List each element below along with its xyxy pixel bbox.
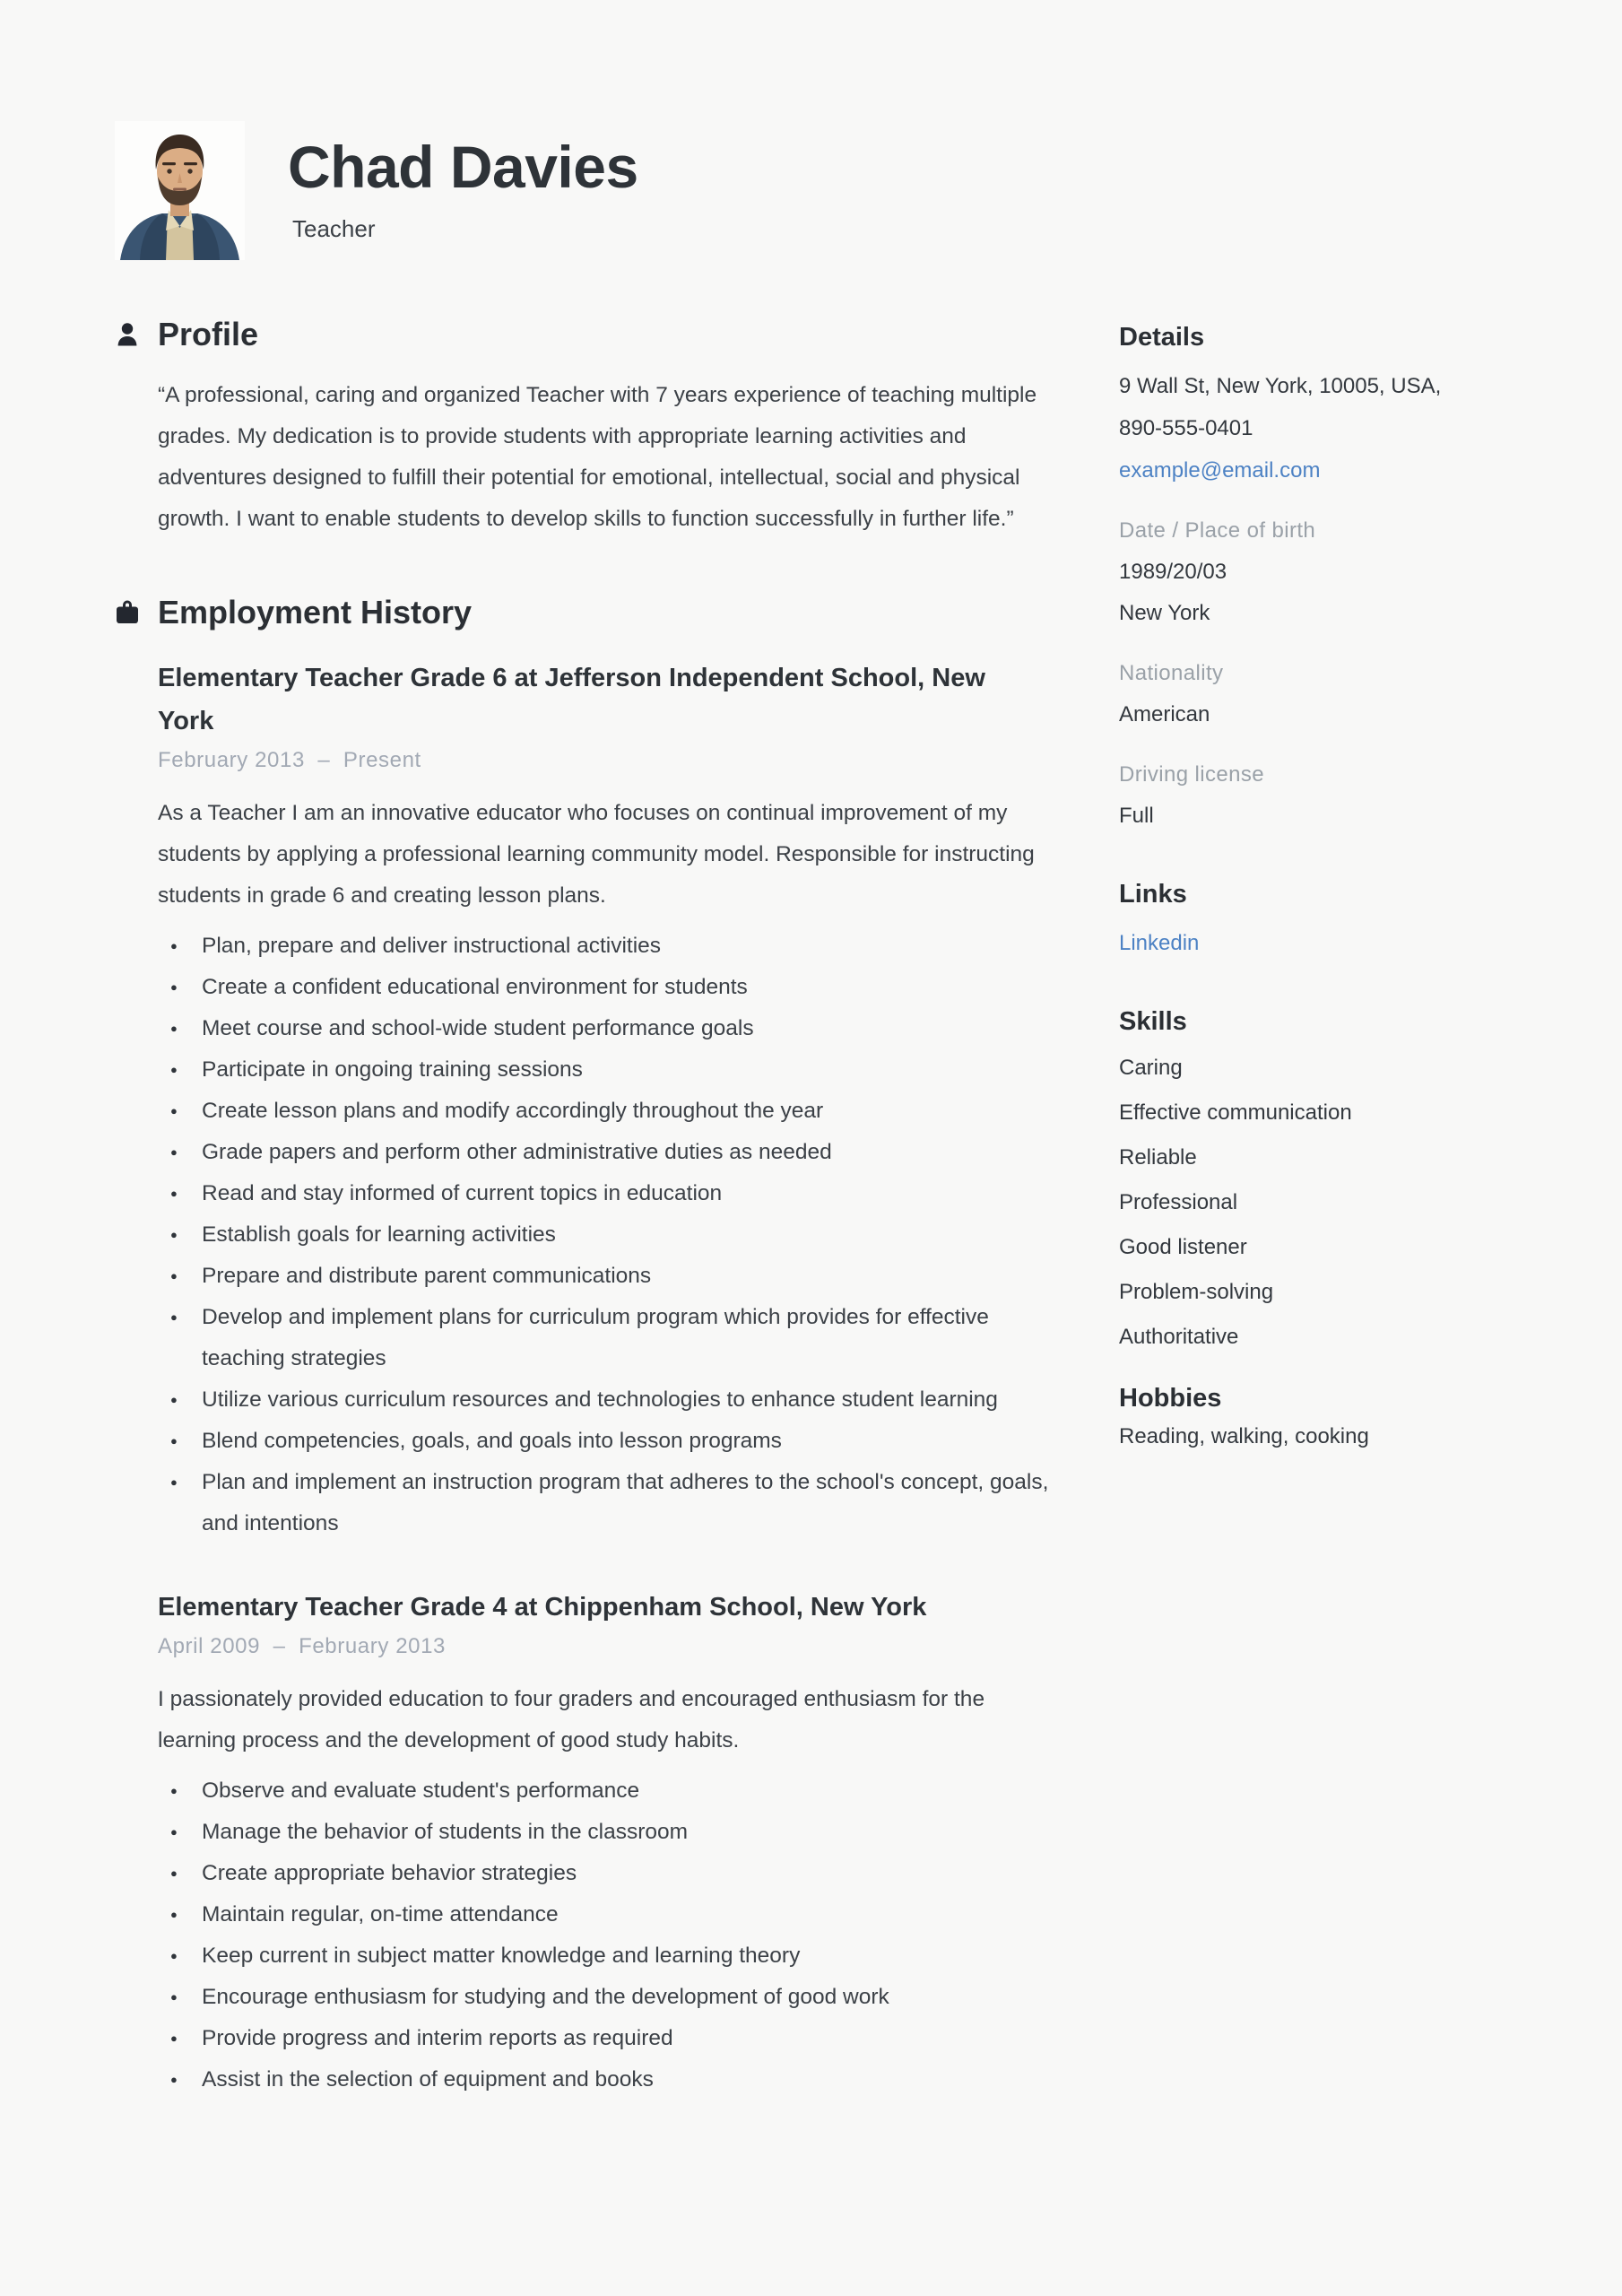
job-duty-item: ● Observe and evaluate student's performance (158, 1770, 1054, 1812)
hobbies-heading: Hobbies (1119, 1384, 1222, 1413)
nationality-value: American (1119, 702, 1210, 726)
job-duty-item: ● Prepare and distribute parent communications (158, 1256, 1054, 1297)
job-duty-item: ● Create a confident educational environment for students (158, 967, 1054, 1008)
job-duty-item: ● Assist in the selection of equipment and books (158, 2059, 1054, 2100)
job-duty-item: ● Read and stay informed of current topics in education (158, 1173, 1054, 1214)
skills-heading: Skills (1119, 1007, 1187, 1036)
driving-license-label: Driving license (1119, 762, 1265, 787)
job-entry (158, 657, 1058, 1544)
profile-section-heading (158, 316, 1058, 353)
linkedin-link[interactable]: Linkedin (1119, 931, 1200, 955)
birth-values (1119, 552, 1549, 634)
candidate-name: Chad Davies (288, 134, 638, 200)
skill-item: Effective communication (1119, 1100, 1352, 1125)
job-duty-item: ● Utilize various curriculum resources and technologies to enhance student learning (158, 1379, 1054, 1421)
phone-number: 890-555-0401 (1119, 416, 1253, 440)
skill-item: Good listener (1119, 1235, 1247, 1259)
job-summary: I passionately provided education to four graders and encouraged enthusiasm for the learning process and the development of good study habits. (158, 1687, 985, 1752)
job-duty-item: ● Maintain regular, on-time attendance (158, 1894, 1054, 1935)
skill-item: Authoritative (1119, 1325, 1239, 1349)
job-duty-item: ● Keep current in subject matter knowledge and learning theory (158, 1935, 1054, 1977)
employment-heading-label: Employment History (158, 594, 473, 631)
job-duty-item: ● Establish goals for learning activities (158, 1214, 1054, 1256)
briefcase-icon (113, 598, 142, 627)
job-duty-list (158, 1770, 1058, 2100)
email-link[interactable]: example@email.com (1119, 458, 1321, 483)
birth-group (1119, 518, 1549, 634)
job-entry (158, 1586, 1058, 2100)
job-duty-item: ● Meet course and school-wide student performance goals (158, 1008, 1054, 1049)
job-duty-item: ● Provide progress and interim reports as required (158, 2018, 1054, 2059)
profile-photo (115, 121, 245, 260)
details-heading: Details (1119, 323, 1205, 352)
job-duty-item: ● Create appropriate behavior strategies (158, 1853, 1054, 1894)
details-lines (1119, 365, 1549, 491)
skill-item: Reliable (1119, 1145, 1197, 1170)
candidate-job-title: Teacher (292, 215, 376, 242)
profile-summary-text: “A professional, caring and organized Teacher with 7 years experience of teaching multiple grades. My dedication is to provide students with appropriate learning activities and adventures designed to fulfill their potential for emotional, intellectual, social and physical growth. I want to enable students to develop skills to function successfully in further life.” (158, 383, 1037, 531)
job-duty-item: ● Manage the behavior of students in the classroom (158, 1812, 1054, 1853)
links-heading: Links (1119, 880, 1187, 909)
links-section (1119, 880, 1549, 964)
job-duty-list (158, 926, 1058, 1544)
job-duty-item: ● Develop and implement plans for curriculum program which provides for effective teaching strategies (158, 1297, 1054, 1379)
birth-label: Date / Place of birth (1119, 518, 1316, 543)
job-dates: April 2009 – February 2013 (158, 1634, 446, 1658)
job-title: Elementary Teacher Grade 6 at Jefferson Independent School, New York (158, 664, 985, 735)
profile-heading-label: Profile (158, 316, 259, 352)
person-icon (113, 320, 142, 349)
employment-section-heading (158, 594, 1058, 631)
driving-license-value: Full (1119, 804, 1154, 828)
job-title: Elementary Teacher Grade 4 at Chippenham School, New York (158, 1593, 927, 1622)
skills-list (1119, 1053, 1549, 1352)
nationality-label: Nationality (1119, 661, 1224, 685)
job-duty-item: ● Blend competencies, goals, and goals into lesson programs (158, 1421, 1054, 1462)
job-duty-item: ● Grade papers and perform other administrative duties as needed (158, 1132, 1054, 1173)
address-line: 9 Wall St, New York, 10005, USA, (1119, 374, 1442, 398)
skills-section (1119, 1007, 1549, 1352)
job-duty-item: ● Encourage enthusiasm for studying and the development of good work (158, 1977, 1054, 2018)
hobbies-text: Reading, walking, cooking (1119, 1424, 1369, 1448)
hobbies-section (1119, 1384, 1549, 1449)
job-dates: February 2013 – Present (158, 748, 421, 772)
job-duty-item: ● Create lesson plans and modify accordingly throughout the year (158, 1091, 1054, 1132)
profile-photo-illustration (115, 121, 245, 260)
driving-license-group (1119, 762, 1549, 837)
job-summary: As a Teacher I am an innovative educator who focuses on continual improvement of my students by applying a professional learning community model. Responsible for instructing students in grade 6 and creating lesson plans. (158, 801, 1035, 908)
skill-item: Professional (1119, 1190, 1238, 1214)
skill-item: Problem-solving (1119, 1280, 1274, 1304)
birth-place: New York (1119, 601, 1210, 625)
birth-date: 1989/20/03 (1119, 560, 1227, 584)
nationality-group (1119, 661, 1549, 735)
job-duty-item: ● Plan, prepare and deliver instructional activities (158, 926, 1054, 967)
skill-item: Caring (1119, 1056, 1183, 1080)
job-duty-item: ● Plan and implement an instruction program that adheres to the school's concept, goals, and intentions (158, 1462, 1054, 1544)
sidebar (1119, 323, 1549, 1449)
main-column (158, 316, 1058, 2100)
job-duty-item: ● Participate in ongoing training sessions (158, 1049, 1054, 1091)
